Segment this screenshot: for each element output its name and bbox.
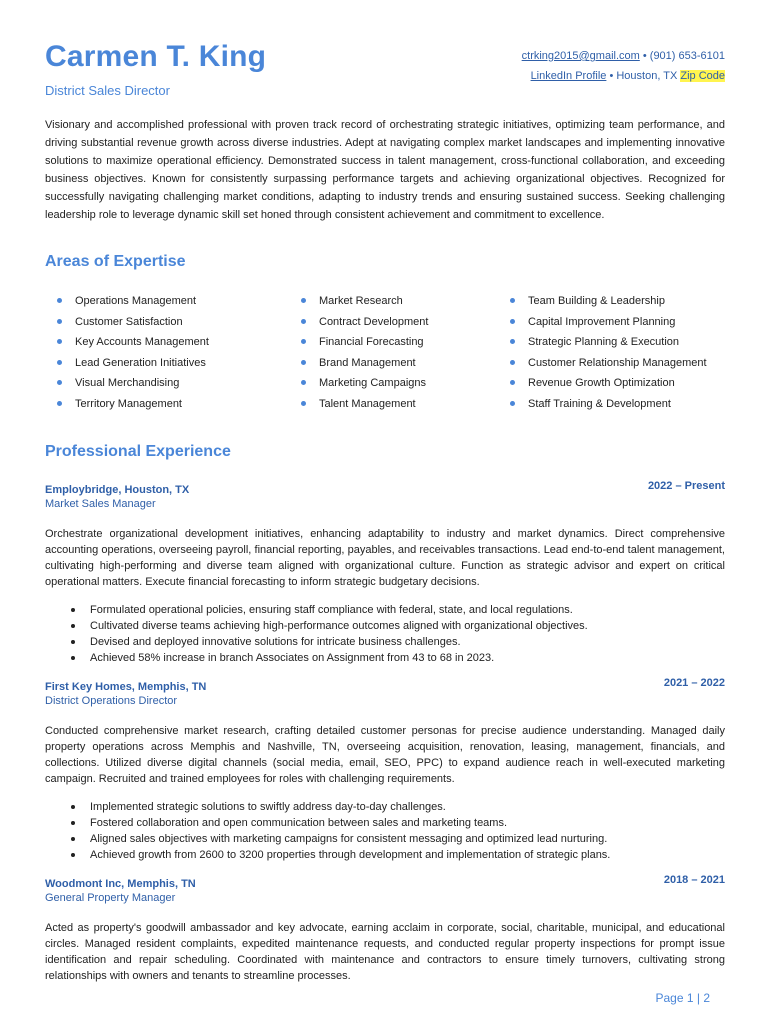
achievement-item: Cultivated diverse teams achieving high-performance outcomes aligned with organizational objectives.	[45, 618, 725, 634]
expertise-item: Brand Management	[319, 353, 416, 373]
bullet-dot-icon	[510, 401, 515, 406]
bullet-dot-icon	[57, 319, 62, 324]
bullet-dot-icon	[71, 837, 75, 841]
expertise-list	[45, 291, 745, 414]
bullet-dot-icon	[301, 401, 306, 406]
job-description: Orchestrate organizational development initiatives, enhancing adaptability to industry and market dynamics. Direct comprehensive accounting operations, overseeing payroll, financial reporting, payables, and receivables transactions. Lead end-to-end talent management, cultivating high-performing and diverse team aligned with organizational culture. Function as strategic advisor and expert on critical operational matters. Execute financial forecasting to inform strategic budgetary decisions.	[45, 528, 725, 588]
job-company: Employbridge, Houston, TX	[45, 484, 190, 496]
expertise-item: Marketing Campaigns	[319, 373, 426, 393]
bullet-dot-icon	[71, 821, 75, 825]
job-header	[45, 480, 725, 496]
expertise-item: Key Accounts Management	[75, 332, 209, 352]
job-role: General Property Manager	[45, 892, 176, 904]
achievement-item: Achieved 58% increase in branch Associates on Assignment from 43 to 68 in 2023.	[45, 650, 725, 666]
expertise-item: Customer Satisfaction	[75, 312, 183, 332]
bullet-dot-icon	[301, 380, 306, 385]
contact-block	[522, 46, 725, 86]
page-separator: |	[693, 991, 704, 1005]
expertise-item: Territory Management	[75, 394, 182, 414]
job-dates: 2021 – 2022	[663, 677, 725, 689]
job-header	[45, 874, 725, 890]
job-dates: 2022 – Present	[647, 480, 725, 492]
job-role: District Operations Director	[45, 695, 178, 707]
job-header	[45, 677, 725, 693]
achievement-item: Implemented strategic solutions to swiftly address day-to-day challenges.	[45, 799, 725, 815]
bullet-dot-icon	[71, 805, 75, 809]
candidate-name: Carmen T. King	[45, 40, 267, 73]
expertise-heading: Areas of Expertise	[45, 253, 186, 270]
expertise-row	[45, 291, 745, 312]
achievement-item: Formulated operational policies, ensuring staff compliance with federal, state, and local regulations.	[45, 602, 725, 618]
contact-line-1	[522, 46, 725, 66]
expertise-item: Operations Management	[75, 291, 196, 311]
job-entry	[45, 677, 725, 863]
expertise-item: Revenue Growth Optimization	[528, 373, 675, 393]
linkedin-link[interactable]: LinkedIn Profile	[530, 70, 607, 82]
experience-heading: Professional Experience	[45, 443, 231, 460]
bullet-dot-icon	[510, 380, 515, 385]
bullet-dot-icon	[510, 360, 515, 365]
achievement-item: Aligned sales objectives with marketing campaigns for consistent messaging and optimized lead nurturing.	[45, 831, 725, 847]
achievement-item: Fostered collaboration and open communication between sales and marketing teams.	[45, 815, 725, 831]
summary-paragraph: Visionary and accomplished professional with proven track record of orchestrating strategic initiatives, optimizing team performance, and driving substantial revenue growth across diverse industries. Adept at navigating complex market landscapes and implementing innovative solutions to maximize operational efficiency. Demonstrated success in talent management, cross-functional collaboration, and exceeding business objectives. Known for consistently surpassing performance targets and achieving organizational objectives. Recognized for successfully navigating challenging market conditions, adapting to industry trends and ensuring sustained success. Seeking challenging leadership role to leverage dynamic skill set honed through consistent achievement and commitment to excellence.	[45, 119, 725, 221]
job-role: Market Sales Manager	[45, 498, 156, 510]
candidate-title: District Sales Director	[45, 83, 170, 98]
bullet-dot-icon	[301, 339, 306, 344]
job-achievements	[45, 799, 725, 863]
job-description: Conducted comprehensive market research, crafting detailed customer personas for precise audience understanding. Managed daily property operations across Memphis and Nashville, TN, overseeing acquisition, renovation, leasing, management, financials, and collections. Utilized diverse digital channels (social media, email, SEO, PPC) to expand audience reach in well-executed marketing campaign. Recruited and trained employees for roles with challenging requirements.	[45, 725, 725, 785]
bullet-dot-icon	[510, 319, 515, 324]
expertise-row	[45, 332, 745, 353]
bullet-dot-icon	[57, 339, 62, 344]
expertise-item: Visual Merchandising	[75, 373, 179, 393]
job-description: Acted as property's goodwill ambassador and key advocate, earning acclaim in corporate, social, charitable, municipal, and educational circles. Managed resident complaints, expedited maintenance requests, and conducted regular property inspections for prompt issue identification and repair scheduling. Coordinated with maintenance and contractors to ensure timely turnovers, cultivating strong relationships with owners and tenants to streamline processes.	[45, 922, 725, 982]
page-total: 2	[703, 991, 710, 1005]
expertise-row	[45, 353, 745, 374]
email-link[interactable]: ctrking2015@gmail.com	[521, 50, 640, 62]
bullet-dot-icon	[71, 608, 75, 612]
bullet-dot-icon	[71, 853, 75, 857]
zip-code-placeholder: Zip Code	[680, 70, 725, 82]
expertise-item: Market Research	[319, 291, 403, 311]
bullet-dot-icon	[57, 298, 62, 303]
page-number	[655, 991, 710, 1005]
job-achievements	[45, 602, 725, 666]
job-company: First Key Homes, Memphis, TN	[45, 681, 207, 693]
job-entry	[45, 874, 725, 984]
bullet-dot-icon	[301, 298, 306, 303]
achievement-item: Achieved growth from 2600 to 3200 properties through development and implementation of strategic plans.	[45, 847, 725, 863]
bullet-dot-icon	[71, 656, 75, 660]
expertise-item: Team Building & Leadership	[528, 291, 665, 311]
bullet-dot-icon	[57, 401, 62, 406]
phone-number: • (901) 653-6101	[639, 50, 725, 62]
expertise-item: Customer Relationship Management	[528, 353, 707, 373]
bullet-dot-icon	[510, 339, 515, 344]
job-company: Woodmont Inc, Memphis, TN	[45, 878, 196, 890]
bullet-dot-icon	[301, 319, 306, 324]
location: • Houston, TX	[606, 70, 681, 82]
bullet-dot-icon	[510, 298, 515, 303]
expertise-item: Financial Forecasting	[319, 332, 424, 352]
expertise-item: Contract Development	[319, 312, 428, 332]
bullet-dot-icon	[71, 624, 75, 628]
job-dates: 2018 – 2021	[663, 874, 725, 886]
bullet-dot-icon	[71, 640, 75, 644]
expertise-row	[45, 394, 745, 415]
expertise-item: Staff Training & Development	[528, 394, 671, 414]
bullet-dot-icon	[57, 380, 62, 385]
page-label: Page 1	[655, 991, 694, 1005]
expertise-item: Talent Management	[319, 394, 416, 414]
expertise-row	[45, 373, 745, 394]
expertise-row	[45, 312, 745, 333]
expertise-item: Capital Improvement Planning	[528, 312, 675, 332]
contact-line-2	[522, 66, 725, 86]
job-entry	[45, 480, 725, 666]
expertise-item: Lead Generation Initiatives	[75, 353, 206, 373]
expertise-item: Strategic Planning & Execution	[528, 332, 679, 352]
achievement-item: Devised and deployed innovative solutions for intricate business challenges.	[45, 634, 725, 650]
bullet-dot-icon	[301, 360, 306, 365]
bullet-dot-icon	[57, 360, 62, 365]
